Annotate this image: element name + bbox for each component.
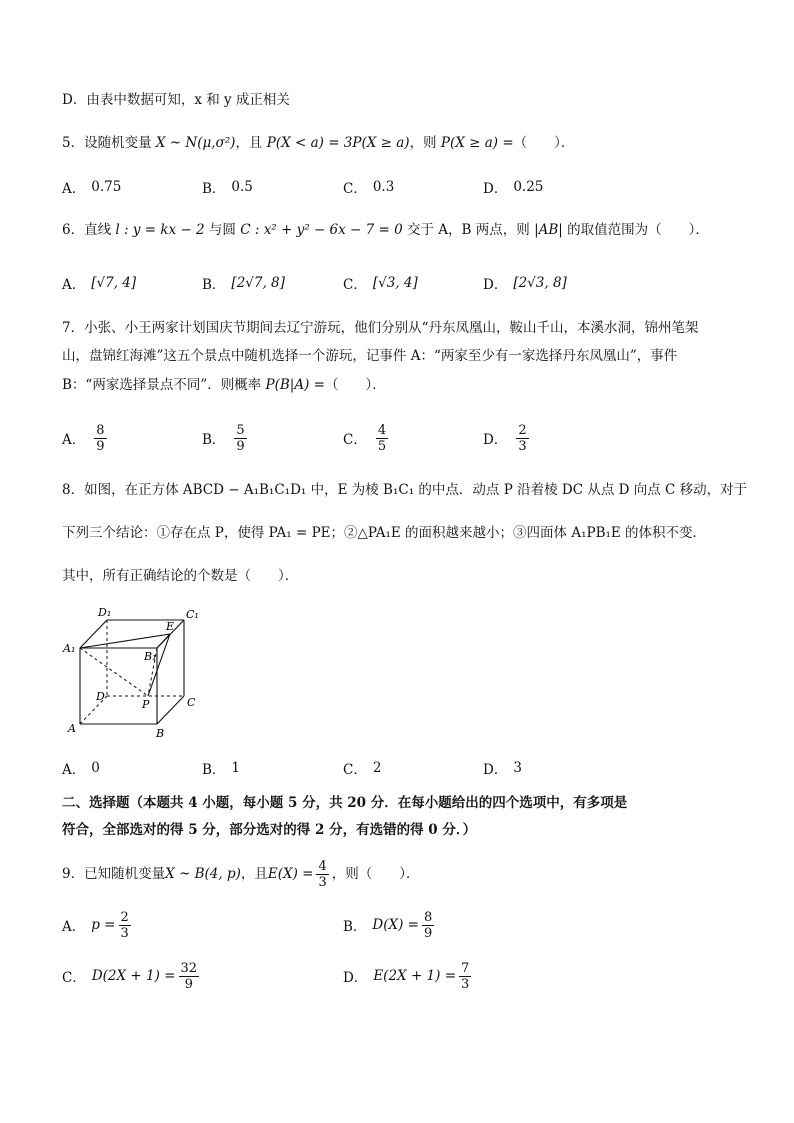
q9-option-c-expr: D(2X + 1) = xyxy=(91,968,176,984)
q8-option-a-value: 0 xyxy=(91,760,100,776)
seg-a1-e xyxy=(80,634,170,648)
q7-option-c-num: 4 xyxy=(377,422,387,438)
q8-option-b-value: 1 xyxy=(231,760,241,776)
q7-option-c xyxy=(343,418,391,458)
q8-option-c-value: 2 xyxy=(372,760,382,776)
q6-stem-b: 与圆 xyxy=(204,222,241,238)
q5-option-d xyxy=(483,167,543,207)
q9-option-b-label: B． xyxy=(343,919,367,935)
q7-line3b: （ ）． xyxy=(324,377,386,393)
label-e: E xyxy=(166,620,175,633)
q5-option-c-label: C． xyxy=(343,181,367,197)
q9-ex-num: 4 xyxy=(318,858,327,874)
q6-option-a-value: [√7, 4] xyxy=(91,275,137,291)
q6-option-c-label: C． xyxy=(343,277,367,293)
q7-prob: P(B|A) = xyxy=(265,377,325,393)
q9-stem-c: ，则（ ）． xyxy=(331,866,420,882)
q5-option-c xyxy=(343,167,394,207)
q8-line1: 8．如图，在正方体 ABCD − A₁B₁C₁D₁ 中，E 为棱 B₁C₁ 的中点．动点 P 沿着棱 DC 从点 D 向点 C 移动，对于 xyxy=(62,482,748,498)
q4-option-d: D．由表中数据可知，x 和 y 成正相关 xyxy=(62,92,290,108)
q9-ex-frac xyxy=(316,859,328,890)
q9-option-a-expr: p = xyxy=(91,917,116,933)
q6-option-d-label: D． xyxy=(483,277,508,293)
q8-option-a xyxy=(62,748,100,788)
q9-option-c-label: C． xyxy=(62,970,86,986)
q9-option-c xyxy=(62,956,202,996)
q6-seg: |AB| xyxy=(534,222,563,238)
q7-line3a: B：“两家选择景点不同”．则概率 xyxy=(62,377,266,393)
q5-option-d-label: D． xyxy=(483,181,508,197)
q9-options-row2 xyxy=(62,956,762,996)
q9-ex: E(X) = xyxy=(267,866,314,882)
q7-option-b-den: 9 xyxy=(236,438,245,454)
q7-line1: 7．小张、小王两家计划国庆节期间去辽宁游玩，他们分别从“丹东凤凰山，鞍山千山，本溪水洞，锦州笔架 xyxy=(62,320,699,336)
q6-option-d-value: [2√3, 8] xyxy=(513,275,567,291)
q8-option-d-value: 3 xyxy=(513,760,522,776)
q9-option-a-frac xyxy=(119,910,131,941)
q9-option-d xyxy=(343,956,474,996)
q9-stem xyxy=(62,856,420,892)
q6-option-c-value: [√3, 4] xyxy=(372,275,418,291)
q6-option-b xyxy=(202,263,285,303)
q7-option-a-label: A． xyxy=(62,432,86,448)
q9-option-d-num: 7 xyxy=(461,960,470,976)
q5-ask: P(X ≥ a) = xyxy=(440,135,514,151)
label-c: C xyxy=(187,696,196,709)
q7-option-d-frac xyxy=(516,423,528,454)
q9-option-d-den: 3 xyxy=(461,976,470,992)
label-c1: C₁ xyxy=(186,608,199,621)
q7-line2: 山，盘锦红海滩”这五个景点中随机选择一个游玩，记事件 A：“两家至少有一家选择丹东凤凰山”，事件 xyxy=(62,348,678,364)
q9-stem-a: 9．已知随机变量 xyxy=(62,866,166,882)
q7-option-c-frac xyxy=(376,423,388,454)
q9-option-b-expr: D(X) = xyxy=(372,917,419,933)
label-b1: B₁ xyxy=(144,650,157,663)
q6-option-c xyxy=(343,263,418,303)
q6-stem-a: 6．直线 xyxy=(62,222,116,238)
q9-option-a-den: 3 xyxy=(120,925,129,941)
q7-option-d-label: D． xyxy=(483,432,508,448)
q6-option-a xyxy=(62,263,136,303)
q9-option-b-den: 9 xyxy=(424,925,433,941)
q7-option-a xyxy=(62,418,110,458)
q7-options xyxy=(62,418,762,458)
q9-option-b-frac xyxy=(422,910,434,941)
q5-options xyxy=(62,167,762,207)
q7-option-a-num: 8 xyxy=(96,422,105,438)
q7-option-b-frac xyxy=(234,423,246,454)
q7-option-d-den: 3 xyxy=(518,438,527,454)
q6-stem xyxy=(62,220,709,240)
q6-stem-c: 交于 A，B 两点，则 xyxy=(402,222,535,238)
q9-option-d-expr: E(2X + 1) = xyxy=(373,968,457,984)
q6-circle-eq: C : x² + y² − 6x − 7 = 0 xyxy=(240,222,403,238)
label-a: A xyxy=(68,722,76,735)
q9-option-d-label: D． xyxy=(343,970,368,986)
label-d1: D₁ xyxy=(98,606,112,619)
q5-stem-a: 5．设随机变量 xyxy=(62,135,156,151)
q6-option-a-label: A． xyxy=(62,277,86,293)
q6-line-eq: l : y = kx − 2 xyxy=(115,222,205,238)
cube-figure xyxy=(62,600,212,745)
q8-option-b-label: B． xyxy=(202,762,226,778)
q9-option-b xyxy=(343,905,437,945)
q5-option-a xyxy=(62,167,121,207)
q8-option-c xyxy=(343,748,381,788)
q6-option-d xyxy=(483,263,567,303)
q5-dist: X ~ N(μ,σ²) xyxy=(155,135,236,151)
q8-line3: 其中，所有正确结论的个数是（ ）． xyxy=(62,568,299,584)
q9-options-row1 xyxy=(62,905,762,945)
q8-line2: 下列三个结论：①存在点 P，使得 PA₁ = PE；②△PA₁E 的面积越来越小；③四面体 A₁PB₁E 的体积不变． xyxy=(62,525,707,541)
q5-option-a-value: 0.75 xyxy=(91,179,122,195)
seg-e-p xyxy=(148,634,170,696)
q7-option-d xyxy=(483,418,532,458)
q5-option-a-label: A． xyxy=(62,181,86,197)
q8-option-a-label: A． xyxy=(62,762,86,778)
q9-option-a-label: A． xyxy=(62,919,86,935)
q6-stem-d: 的取值范围为（ ）． xyxy=(562,222,709,238)
edge-a1-d1 xyxy=(80,620,107,648)
q5-stem-d: （ ）． xyxy=(513,135,575,151)
q8-option-d xyxy=(483,748,522,788)
q5-stem-c: ，则 xyxy=(409,135,441,151)
edge-b-c xyxy=(157,696,184,724)
q9-ex-den: 3 xyxy=(318,874,327,890)
label-d: D xyxy=(96,690,105,703)
q7-option-a-den: 9 xyxy=(96,438,105,454)
q9-option-c-frac xyxy=(179,961,200,992)
label-a1: A₁ xyxy=(63,642,76,655)
section2-heading-line2: 符合，全部选对的得 5 分，部分选对的得 2 分，有选错的得 0 分．） xyxy=(62,822,477,838)
q8-option-d-label: D． xyxy=(483,762,508,778)
q9-option-a-num: 2 xyxy=(120,909,129,925)
q7-option-c-den: 5 xyxy=(377,438,387,454)
q7-option-a-frac xyxy=(94,423,106,454)
q5-stem xyxy=(62,133,574,153)
section2-heading-line1: 二、选择题（本题共 4 小题，每小题 5 分，共 20 分．在每小题给出的四个选项中，有多项是 xyxy=(62,795,628,811)
q5-option-b xyxy=(202,167,253,207)
q7-option-b-label: B． xyxy=(202,432,226,448)
q7-line3 xyxy=(62,375,386,395)
q5-option-b-value: 0.5 xyxy=(231,179,253,195)
seg-a1-p-hidden xyxy=(80,648,148,696)
q9-option-d-frac xyxy=(459,961,471,992)
q5-option-c-value: 0.3 xyxy=(372,179,395,195)
q6-option-b-label: B． xyxy=(202,277,226,293)
q9-option-b-num: 8 xyxy=(424,909,433,925)
label-p: P xyxy=(142,698,150,711)
q5-cond: P(X < a) = 3P(X ≥ a) xyxy=(266,135,410,151)
q8-options xyxy=(62,748,762,788)
q9-option-a xyxy=(62,905,134,945)
q9-option-c-num: 32 xyxy=(180,960,198,976)
q5-option-d-value: 0.25 xyxy=(513,179,544,195)
q9-dist: X ~ B(4, p) xyxy=(165,866,241,882)
q7-option-b xyxy=(202,418,250,458)
q7-option-d-num: 2 xyxy=(518,422,527,438)
q9-option-c-den: 9 xyxy=(184,976,193,992)
q7-option-b-num: 5 xyxy=(236,422,245,438)
q9-stem-b: ，且 xyxy=(240,866,268,882)
q6-option-b-value: [2√7, 8] xyxy=(231,275,285,291)
q5-stem-b: ，且 xyxy=(235,135,267,151)
q8-option-b xyxy=(202,748,240,788)
q6-options xyxy=(62,263,762,303)
q7-option-c-label: C． xyxy=(343,432,367,448)
q5-option-b-label: B． xyxy=(202,181,226,197)
label-b: B xyxy=(156,727,165,740)
q8-option-c-label: C． xyxy=(343,762,367,778)
